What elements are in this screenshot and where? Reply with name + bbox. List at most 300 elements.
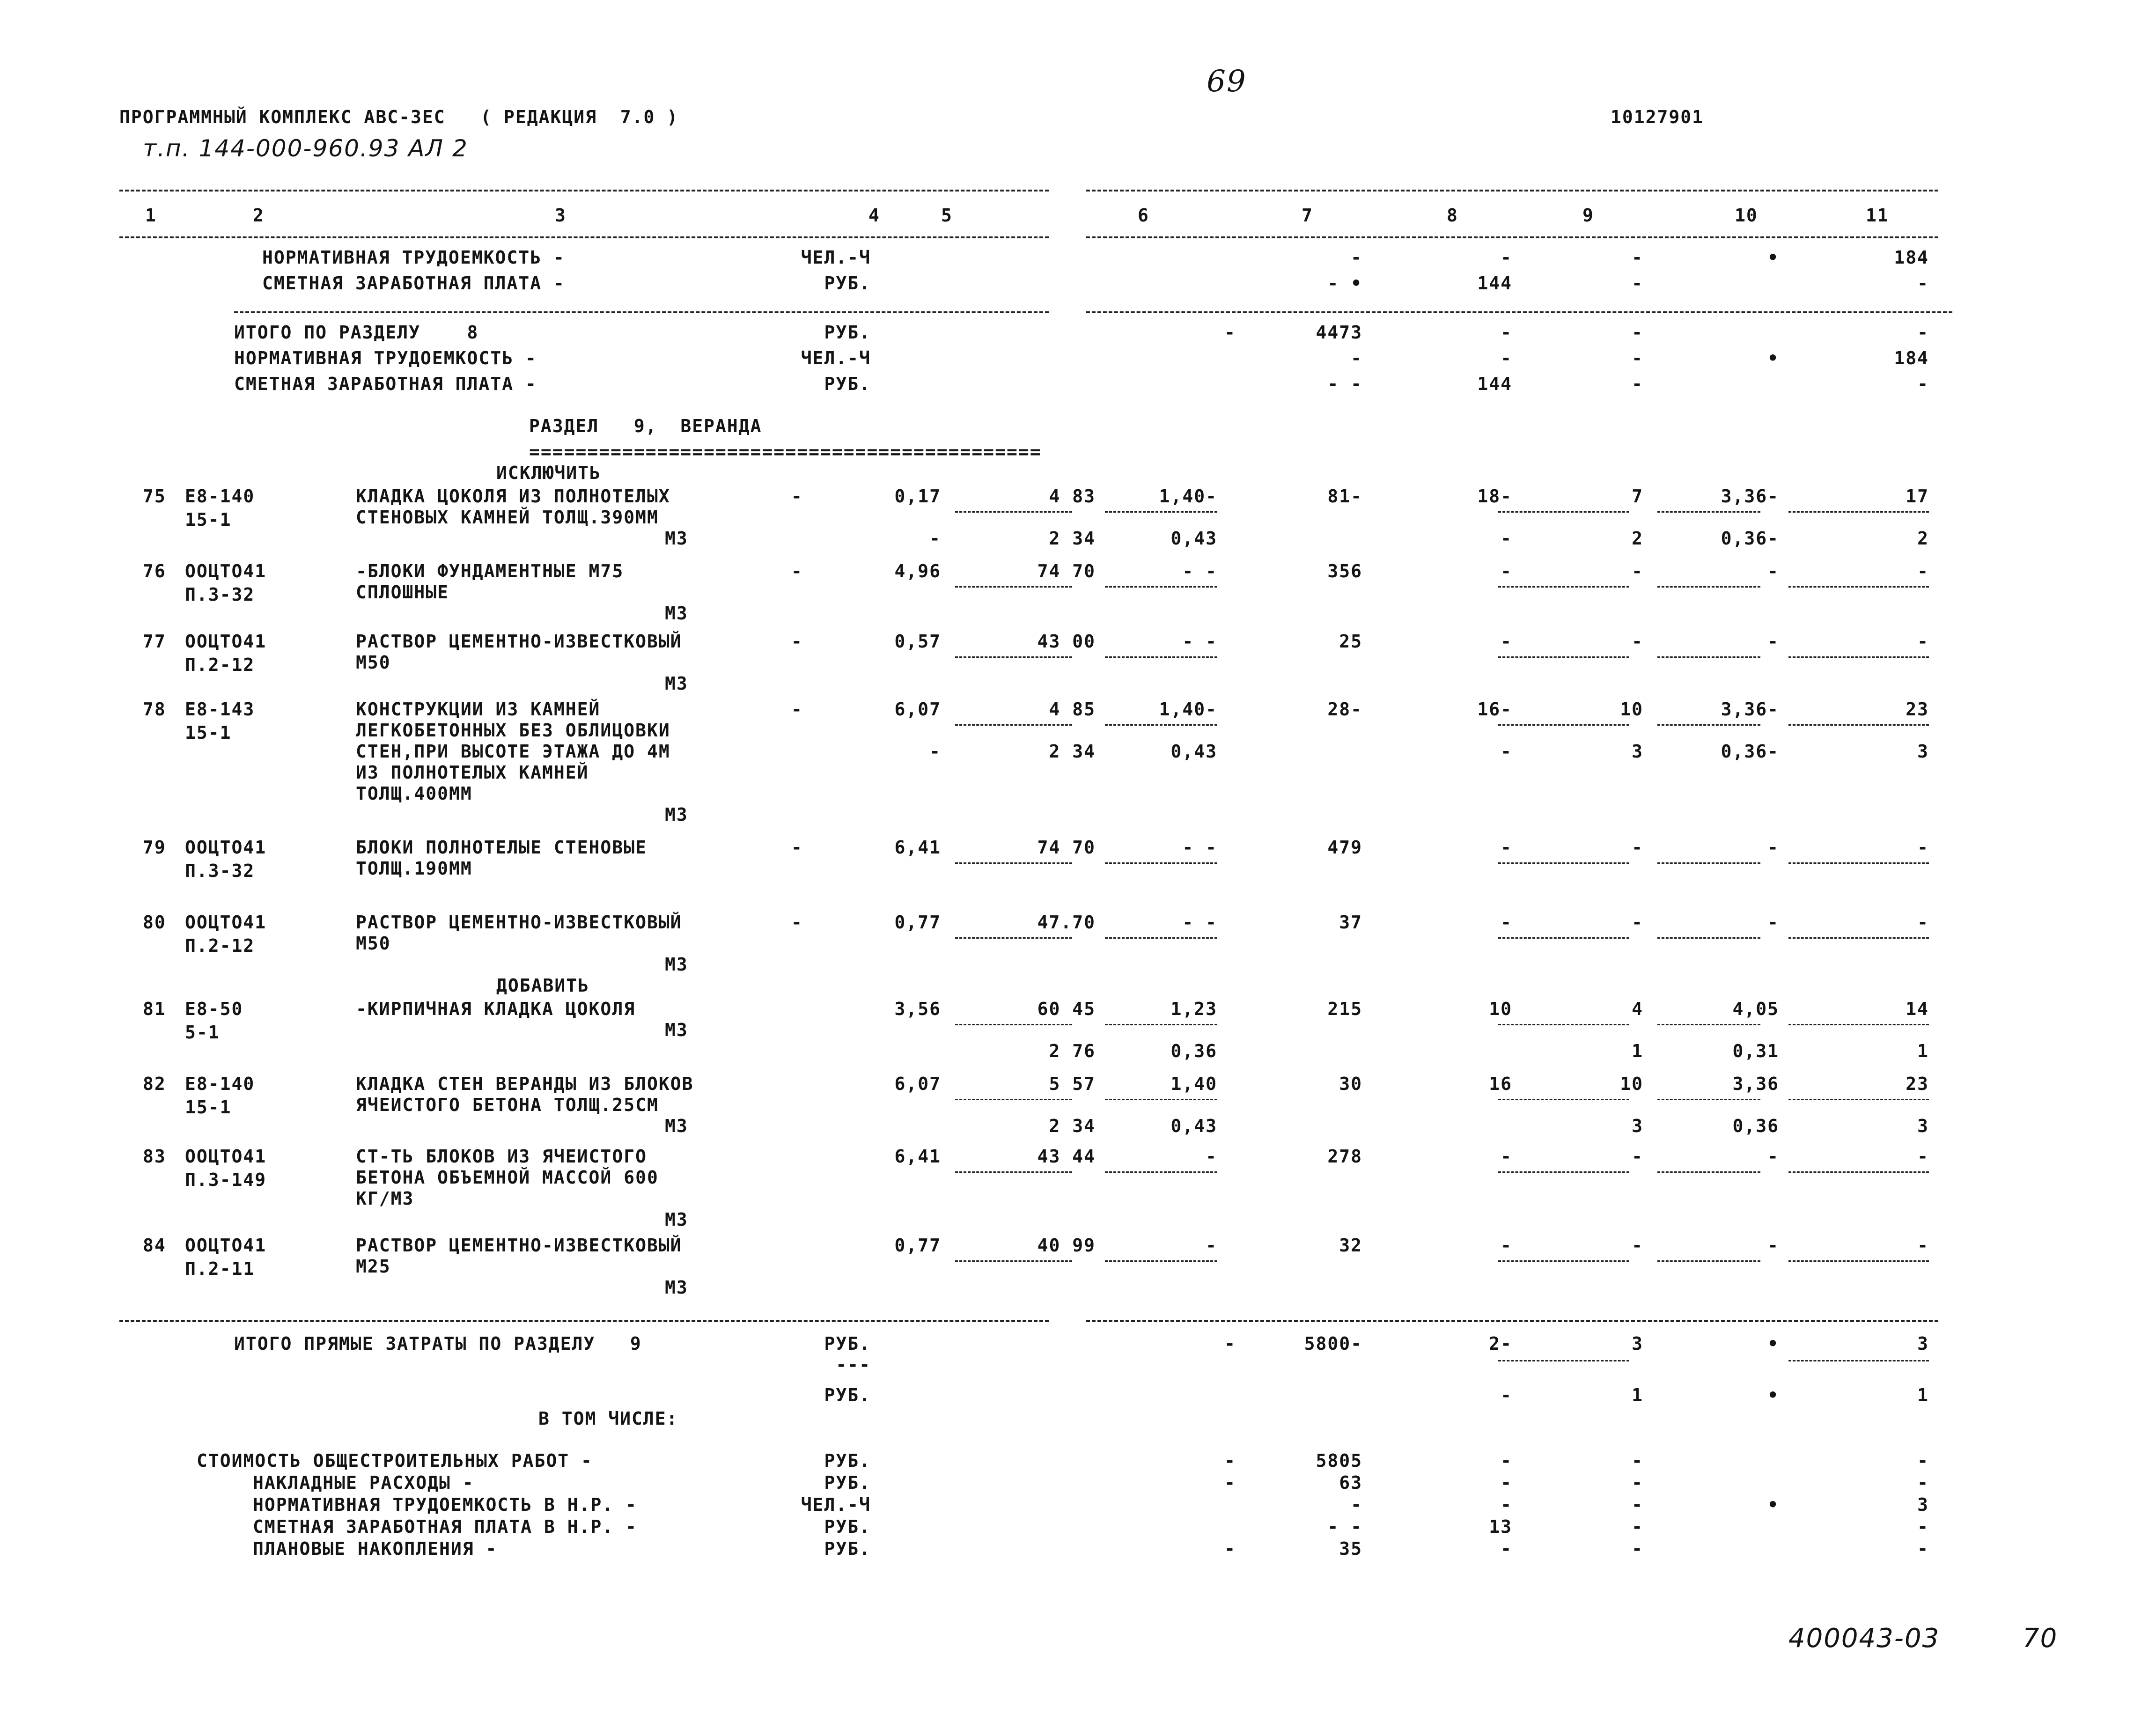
total-label: ИТОГО ПРЯМЫЕ ЗАТРАТЫ ПО РАЗДЕЛУ 9 — [234, 1333, 642, 1354]
cell: 7 — [1632, 486, 1643, 507]
cell: 2 76 — [1049, 1041, 1096, 1061]
cell: - — [1501, 1146, 1512, 1167]
row-label: СМЕТНАЯ ЗАРАБОТНАЯ ПЛАТА В Н.Р. - — [253, 1516, 637, 1537]
cell: 356 — [1327, 561, 1362, 581]
column-header: 1 — [145, 205, 157, 226]
section-title: РАЗДЕЛ 9, ВЕРАНДА — [529, 416, 762, 436]
cell: 144 — [1477, 374, 1512, 394]
rule-line — [1498, 586, 1629, 588]
item-description: ИЗ ПОЛНОТЕЛЫХ КАМНЕЙ — [356, 762, 589, 783]
item-number: 76 — [143, 561, 166, 581]
cell: - — [1351, 1494, 1362, 1515]
cell: - — [1351, 247, 1362, 268]
cell: 2- — [1489, 1333, 1512, 1354]
row-label: ПЛАНОВЫЕ НАКОПЛЕНИЯ - — [253, 1538, 498, 1559]
rule-line — [955, 724, 1072, 726]
cell: 63 — [1339, 1472, 1362, 1493]
item-code: П.2-12 — [185, 655, 255, 675]
cell: 16- — [1477, 699, 1512, 720]
item-code: П.3-32 — [185, 861, 255, 881]
cell: 0,43 — [1170, 741, 1217, 762]
unit: ЧЕЛ.-Ч — [801, 348, 871, 368]
cell: - — [1206, 1235, 1217, 1256]
cell: 0,36- — [1721, 528, 1779, 549]
item-number: 78 — [143, 699, 166, 720]
cell: 23 — [1906, 1074, 1929, 1094]
cell: 0,57 — [894, 631, 941, 652]
cell: - — [1632, 1494, 1643, 1515]
cell: 74 70 — [1037, 837, 1096, 858]
cell: 16 — [1489, 1074, 1512, 1094]
cell: 32 — [1339, 1235, 1362, 1256]
cell: • — [1767, 1494, 1779, 1515]
cell: 0,17 — [894, 486, 941, 507]
column-header: 9 — [1582, 205, 1594, 226]
total-label: НОРМАТИВНАЯ ТРУДОЕМКОСТЬ - — [234, 348, 537, 368]
cell: 6,41 — [894, 837, 941, 858]
project-number: т.п. 144-000-960.93 АЛ 2 — [143, 135, 468, 162]
rule-line — [1498, 1099, 1629, 1100]
item-code: ООЦТО41 — [185, 837, 267, 858]
item-code: П.2-11 — [185, 1258, 255, 1279]
rule-line — [1788, 656, 1929, 658]
item-code: Е8-140 — [185, 1074, 255, 1094]
item-code: П.2-12 — [185, 935, 255, 956]
footer-doc-number: 400043-03 — [1788, 1623, 1940, 1654]
cell: - - — [1182, 912, 1217, 933]
cell: - — [1206, 1146, 1217, 1167]
cell: 2 — [1632, 528, 1643, 549]
column-header: 6 — [1138, 205, 1149, 226]
rule-line — [1498, 656, 1629, 658]
cell: - — [1224, 322, 1236, 343]
item-number: 83 — [143, 1146, 166, 1167]
rule-line — [119, 236, 1049, 238]
cell: - — [1501, 741, 1512, 762]
item-description: СТ-ТЬ БЛОКОВ ИЗ ЯЧЕИСТОГО — [356, 1146, 647, 1167]
item-description: БЕТОНА ОБЪЕМНОЙ МАССОЙ 600 — [356, 1167, 659, 1188]
cell: 0,36 — [1170, 1041, 1217, 1061]
cell: - — [1767, 912, 1779, 933]
unit: РУБ. — [824, 1472, 871, 1493]
rule-line — [955, 1260, 1072, 1262]
item-code: Е8-50 — [185, 999, 243, 1019]
cell: - — [791, 912, 803, 933]
item-description: КГ/М3 — [356, 1188, 414, 1209]
cell: • — [1767, 1385, 1779, 1405]
cell: 5805 — [1316, 1450, 1362, 1471]
cell: - — [1351, 348, 1362, 368]
cell: 23 — [1906, 699, 1929, 720]
footer-sheet-number: 70 — [2023, 1623, 2058, 1654]
rule-line — [1498, 511, 1629, 513]
rule-line — [1105, 862, 1217, 864]
cell: 3 — [1632, 1333, 1643, 1354]
cell: 3 — [1917, 1494, 1929, 1515]
rule-line — [1657, 724, 1760, 726]
cell: - — [1632, 273, 1643, 294]
item-code: 15-1 — [185, 1097, 232, 1118]
column-header: 7 — [1302, 205, 1313, 226]
rule-line — [1086, 1320, 1938, 1322]
item-code: ООЦТО41 — [185, 1146, 267, 1167]
rule-line — [1105, 1024, 1217, 1025]
cell: - — [1632, 1450, 1643, 1471]
cell: - — [1632, 348, 1643, 368]
cell: - — [1632, 837, 1643, 858]
cell: 3 — [1917, 1116, 1929, 1136]
cell: 4 85 — [1049, 699, 1096, 720]
rule-line — [1788, 1260, 1929, 1262]
unit: РУБ. — [824, 1538, 871, 1559]
item-description: РАСТВОР ЦЕМЕНТНО-ИЗВЕСТКОВЫЙ — [356, 1235, 682, 1256]
cell: - - — [1327, 374, 1362, 394]
rule-line — [1086, 190, 1938, 191]
item-number: 82 — [143, 1074, 166, 1094]
cell: - — [1501, 837, 1512, 858]
rule-line — [955, 656, 1072, 658]
rule-line — [1657, 1024, 1760, 1025]
cell: 30 — [1339, 1074, 1362, 1094]
item-unit: М3 — [665, 1277, 688, 1298]
rule-line — [1788, 586, 1929, 588]
cell: - — [1767, 837, 1779, 858]
cell: 2 34 — [1049, 741, 1096, 762]
cell: - — [791, 486, 803, 507]
rule-line — [1657, 1099, 1760, 1100]
cell: - — [1632, 247, 1643, 268]
cell: - — [1632, 1146, 1643, 1167]
cell: 4 83 — [1049, 486, 1096, 507]
total-label: СМЕТНАЯ ЗАРАБОТНАЯ ПЛАТА - — [234, 374, 537, 394]
cell: • — [1767, 247, 1779, 268]
rule-line — [1657, 937, 1760, 939]
cell: - — [1501, 1494, 1512, 1515]
cell: - — [1632, 322, 1643, 343]
item-description: РАСТВОР ЦЕМЕНТНО-ИЗВЕСТКОВЫЙ — [356, 631, 682, 652]
cell: - — [791, 837, 803, 858]
cell: 0,36 — [1732, 1116, 1779, 1136]
cell: - — [1632, 1516, 1643, 1537]
cell: - — [1501, 1538, 1512, 1559]
cell: - — [1501, 528, 1512, 549]
cell: 6,07 — [894, 699, 941, 720]
cell: 18- — [1477, 486, 1512, 507]
item-code: Е8-140 — [185, 486, 255, 507]
cell: 13 — [1489, 1516, 1512, 1537]
cell: 5800- — [1304, 1333, 1362, 1354]
cell: 40 99 — [1037, 1235, 1096, 1256]
including-label: В ТОМ ЧИСЛЕ: — [538, 1408, 678, 1429]
unit: РУБ. — [824, 1450, 871, 1471]
item-unit: М3 — [665, 603, 688, 624]
cell: 184 — [1894, 348, 1929, 368]
cell: 47.70 — [1037, 912, 1096, 933]
row-label: НАКЛАДНЫЕ РАСХОДЫ - — [253, 1472, 474, 1493]
cell: - — [1917, 1235, 1929, 1256]
rule-line — [1788, 1024, 1929, 1025]
item-description: СТЕН,ПРИ ВЫСОТЕ ЭТАЖА ДО 4М — [356, 741, 670, 762]
item-number: 75 — [143, 486, 166, 507]
rule-line — [955, 1099, 1072, 1100]
cell: 0,77 — [894, 912, 941, 933]
item-number: 80 — [143, 912, 166, 933]
item-description: СПЛОШНЫЕ — [356, 582, 449, 603]
item-code: П.3-149 — [185, 1170, 267, 1190]
cell: - — [1917, 1450, 1929, 1471]
item-description: ЛЕГКОБЕТОННЫХ БЕЗ ОБЛИЦОВКИ — [356, 720, 670, 741]
cell: - — [1917, 374, 1929, 394]
item-description: -КИРПИЧНАЯ КЛАДКА ЦОКОЛЯ — [356, 999, 636, 1019]
cell: 37 — [1339, 912, 1362, 933]
cell: - — [1224, 1333, 1236, 1354]
cell: - - — [1182, 837, 1217, 858]
cell: 0,36- — [1721, 741, 1779, 762]
cell: - — [1501, 1472, 1512, 1493]
cell: - — [1501, 1385, 1512, 1405]
column-header: 4 — [868, 205, 880, 226]
cell: - — [1501, 247, 1512, 268]
cell: - — [1501, 1450, 1512, 1471]
rule-line — [1498, 1360, 1629, 1361]
cell: 3,36 — [1732, 1074, 1779, 1094]
cell: 1 — [1917, 1041, 1929, 1061]
cell: 2 — [1917, 528, 1929, 549]
item-description: КЛАДКА СТЕН ВЕРАНДЫ ИЗ БЛОКОВ — [356, 1074, 694, 1094]
item-unit: М3 — [665, 1116, 688, 1136]
item-code: 15-1 — [185, 722, 232, 743]
cell: 43 44 — [1037, 1146, 1096, 1167]
cell: - — [791, 631, 803, 652]
cell: - — [1501, 322, 1512, 343]
unit: РУБ. — [824, 1385, 871, 1405]
cell: • — [1767, 348, 1779, 368]
item-description: СТЕНОВЫХ КАМНЕЙ ТОЛЩ.390ММ — [356, 507, 659, 528]
item-number: 81 — [143, 999, 166, 1019]
unit: РУБ. — [824, 273, 871, 294]
cell: - — [1917, 1472, 1929, 1493]
rule-line — [1498, 1171, 1629, 1173]
cell: 144 — [1477, 273, 1512, 294]
cell: - — [1917, 322, 1929, 343]
cell: 3 — [1632, 1116, 1643, 1136]
rule-line — [1105, 1260, 1217, 1262]
rule-line — [234, 311, 1049, 313]
page-number: 69 — [1207, 64, 1247, 99]
rule-line — [1086, 236, 1938, 238]
item-code: ООЦТО41 — [185, 561, 267, 581]
cell: - — [1767, 631, 1779, 652]
column-header: 11 — [1866, 205, 1889, 226]
rule-line — [1788, 937, 1929, 939]
cell: 6,41 — [894, 1146, 941, 1167]
cell: 3 — [1632, 741, 1643, 762]
rule-line — [1657, 1171, 1760, 1173]
cell: 1,23 — [1170, 999, 1217, 1019]
item-description: ЯЧЕИСТОГО БЕТОНА ТОЛЩ.25СМ — [356, 1095, 659, 1115]
item-code: Е8-143 — [185, 699, 255, 720]
item-number: 79 — [143, 837, 166, 858]
item-code: 5-1 — [185, 1022, 220, 1043]
cell: 5 57 — [1049, 1074, 1096, 1094]
cell: 1 — [1632, 1385, 1643, 1405]
rule-line — [1498, 862, 1629, 864]
cell: - — [791, 699, 803, 720]
rule-line — [1105, 937, 1217, 939]
item-description: КОНСТРУКЦИИ ИЗ КАМНЕЙ — [356, 699, 601, 720]
exclude-label: ИСКЛЮЧИТЬ — [496, 463, 601, 483]
cell: - — [1917, 273, 1929, 294]
total-label: ИТОГО ПО РАЗДЕЛУ 8 — [234, 322, 479, 343]
cell: - — [1632, 912, 1643, 933]
cell: - • — [1327, 273, 1362, 294]
cell: 4,96 — [894, 561, 941, 581]
cell: - — [1224, 1538, 1236, 1559]
rule-line — [955, 937, 1072, 939]
cell: 25 — [1339, 631, 1362, 652]
unit: ЧЕЛ.-Ч — [801, 247, 871, 268]
item-code: ООЦТО41 — [185, 1235, 267, 1256]
cell: 1,40- — [1159, 699, 1217, 720]
item-description: М50 — [356, 652, 391, 673]
cell: 10 — [1620, 1074, 1643, 1094]
rule-line — [1086, 311, 1952, 313]
cell: - — [1767, 561, 1779, 581]
unit: РУБ. — [824, 1516, 871, 1537]
document-code: 10127901 — [1611, 107, 1704, 127]
cell: 479 — [1327, 837, 1362, 858]
cell: - — [1917, 837, 1929, 858]
rule-line — [1788, 1171, 1929, 1173]
cell: 0,43 — [1170, 1116, 1217, 1136]
cell: 1,40- — [1159, 486, 1217, 507]
section-underline: ============================================ — [529, 441, 1042, 462]
cell: - — [791, 561, 803, 581]
cell: - — [1501, 348, 1512, 368]
item-description: М50 — [356, 933, 391, 954]
rule-line — [1498, 724, 1629, 726]
rule-line — [955, 1171, 1072, 1173]
rule-line — [1788, 511, 1929, 513]
cell: - — [1632, 561, 1643, 581]
cell: 6,07 — [894, 1074, 941, 1094]
program-title: ПРОГРАММНЫЙ КОМПЛЕКС АВС-3ЕС ( РЕДАКЦИЯ 7.0 ) — [119, 107, 679, 127]
item-description: -БЛОКИ ФУНДАМЕНТНЫЕ М75 — [356, 561, 624, 581]
cell: 215 — [1327, 999, 1362, 1019]
cell: • — [1767, 1333, 1779, 1354]
column-header: 3 — [555, 205, 567, 226]
cell: 0,77 — [894, 1235, 941, 1256]
cell: - — [1632, 1235, 1643, 1256]
cell: - — [1224, 1472, 1236, 1493]
rule-line — [1657, 656, 1760, 658]
rule-line — [1657, 862, 1760, 864]
item-description: М25 — [356, 1256, 391, 1277]
cell: 2 34 — [1049, 528, 1096, 549]
cell: - - — [1182, 561, 1217, 581]
item-unit: М3 — [665, 954, 688, 975]
row-label: НОРМАТИВНАЯ ТРУДОЕМКОСТЬ - — [262, 247, 565, 268]
cell: 0,31 — [1732, 1041, 1779, 1061]
rule-line — [1105, 656, 1217, 658]
rule-line — [1498, 1024, 1629, 1025]
cell: - — [1224, 1450, 1236, 1471]
item-unit: М3 — [665, 673, 688, 694]
item-description: РАСТВОР ЦЕМЕНТНО-ИЗВЕСТКОВЫЙ — [356, 912, 682, 933]
item-description: БЛОКИ ПОЛНОТЕЛЫЕ СТЕНОВЫЕ — [356, 837, 647, 858]
cell: 60 45 — [1037, 999, 1096, 1019]
rule-line — [119, 190, 1049, 191]
cell: 278 — [1327, 1146, 1362, 1167]
cell: - — [1917, 1146, 1929, 1167]
cell: - — [1917, 561, 1929, 581]
item-code: 15-1 — [185, 509, 232, 530]
column-header: 8 — [1447, 205, 1458, 226]
unit: ЧЕЛ.-Ч — [801, 1494, 871, 1515]
row-label: НОРМАТИВНАЯ ТРУДОЕМКОСТЬ В Н.Р. - — [253, 1494, 637, 1515]
cell: 35 — [1339, 1538, 1362, 1559]
rule-line — [1657, 586, 1760, 588]
cell: - - — [1327, 1516, 1362, 1537]
cell: 0,43 — [1170, 528, 1217, 549]
cell: 17 — [1906, 486, 1929, 507]
item-unit: М3 — [665, 1020, 688, 1040]
cell: 2 34 — [1049, 1116, 1096, 1136]
cell: 43 00 — [1037, 631, 1096, 652]
column-header: 5 — [941, 205, 953, 226]
item-unit: М3 — [665, 1209, 688, 1230]
cell: 81- — [1327, 486, 1362, 507]
cell: - — [1501, 912, 1512, 933]
cell: 4473 — [1316, 322, 1362, 343]
cell: 28- — [1327, 699, 1362, 720]
rule-line — [1105, 511, 1217, 513]
cell: 1 — [1917, 1385, 1929, 1405]
cell: - — [1917, 1538, 1929, 1559]
rule-line — [1105, 1099, 1217, 1100]
rule-line — [1657, 1260, 1760, 1262]
rule-line — [955, 1024, 1072, 1025]
item-code: ООЦТО41 — [185, 631, 267, 652]
cell: 4,05 — [1732, 999, 1779, 1019]
cell: 10 — [1489, 999, 1512, 1019]
cell: - — [1917, 912, 1929, 933]
unit: РУБ. — [824, 322, 871, 343]
cell: 3,56 — [894, 999, 941, 1019]
cell: 3,36- — [1721, 699, 1779, 720]
cell: - — [1632, 1538, 1643, 1559]
cell: - — [1501, 631, 1512, 652]
cell: - — [1632, 1472, 1643, 1493]
item-description: ТОЛЩ.400ММ — [356, 783, 472, 804]
cell: 1,40 — [1170, 1074, 1217, 1094]
cell: - — [1632, 631, 1643, 652]
rule-line — [1788, 1360, 1929, 1361]
column-header: 2 — [253, 205, 265, 226]
rule-line — [1498, 1260, 1629, 1262]
rule-line — [119, 1320, 1049, 1322]
cell: - — [1767, 1146, 1779, 1167]
cell: - — [1917, 631, 1929, 652]
rule-line — [955, 586, 1072, 588]
cell: - — [929, 528, 941, 549]
row-label: СТОИМОСТЬ ОБЩЕСТРОИТЕЛЬНЫХ РАБОТ - — [197, 1450, 593, 1471]
cell: 1 — [1632, 1041, 1643, 1061]
cell: - — [929, 741, 941, 762]
cell: - — [1917, 1516, 1929, 1537]
rule-line — [1657, 511, 1760, 513]
rule-line — [1105, 1171, 1217, 1173]
